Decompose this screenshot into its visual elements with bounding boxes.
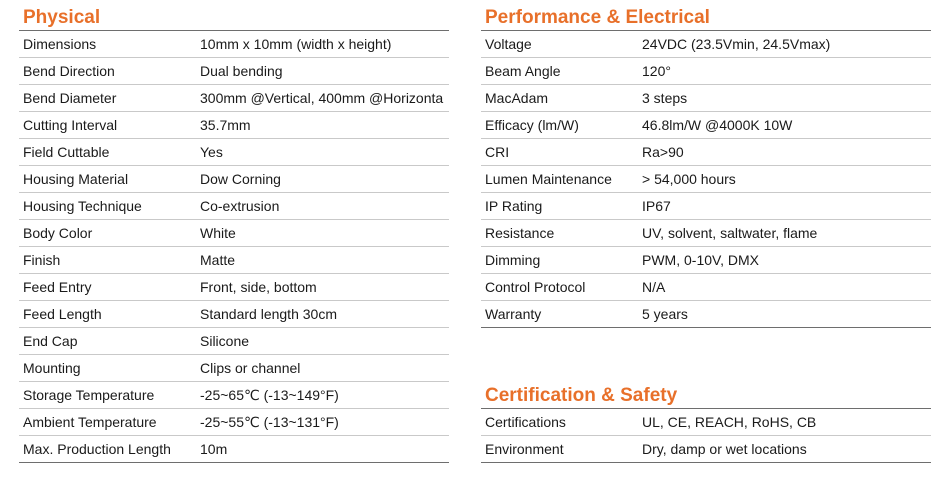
- spec-label: Storage Temperature: [23, 387, 155, 403]
- spec-row: [481, 247, 931, 274]
- spec-row: [19, 436, 449, 463]
- spec-row: [481, 31, 931, 58]
- spec-value: Front, side, bottom: [200, 279, 317, 295]
- spec-row: [19, 31, 449, 58]
- spec-label: IP Rating: [485, 198, 543, 214]
- spec-label: Mounting: [23, 360, 81, 376]
- spec-row: [481, 112, 931, 139]
- performance-section: [481, 6, 931, 328]
- spec-label: CRI: [485, 144, 510, 160]
- spec-value: Standard length 30cm: [200, 306, 337, 322]
- spec-row: [19, 193, 449, 220]
- spec-value: 10m: [200, 441, 228, 457]
- spec-row: [19, 58, 449, 85]
- certification-table: [481, 409, 931, 463]
- spec-value: White: [200, 225, 236, 241]
- spec-label: Finish: [23, 252, 61, 268]
- spec-row: [19, 85, 449, 112]
- spec-row: [481, 301, 931, 328]
- spec-row: [481, 220, 931, 247]
- section-title-performance: Performance & Electrical: [485, 7, 710, 28]
- spec-value: Ra>90: [642, 144, 684, 160]
- spec-label: Efficacy (lm/W): [485, 117, 579, 133]
- spec-value: N/A: [642, 279, 666, 295]
- spec-value: -25~55℃ (-13~131°F): [200, 414, 339, 430]
- spec-value: 35.7mm: [200, 117, 251, 133]
- spec-row: [19, 139, 449, 166]
- spec-row: [481, 193, 931, 220]
- spec-value: Clips or channel: [200, 360, 301, 376]
- section-title-physical: Physical: [23, 7, 101, 28]
- spec-value: Silicone: [200, 333, 250, 349]
- spec-label: Beam Angle: [485, 63, 561, 79]
- spec-label: Dimensions: [23, 36, 97, 52]
- spec-label: Housing Material: [23, 171, 129, 187]
- spec-value: Yes: [200, 144, 223, 160]
- spec-row: [19, 112, 449, 139]
- spec-row: [481, 85, 931, 112]
- spec-value: Dow Corning: [200, 171, 281, 187]
- spec-value: 10mm x 10mm (width x height): [200, 36, 392, 52]
- spec-label: Control Protocol: [485, 279, 586, 295]
- spec-value: UV, solvent, saltwater, flame: [642, 225, 818, 241]
- spec-value: PWM, 0-10V, DMX: [642, 252, 759, 268]
- spec-label: Certifications: [485, 414, 566, 430]
- spec-row: [19, 328, 449, 355]
- spec-label: Field Cuttable: [23, 144, 110, 160]
- spec-row: [481, 166, 931, 193]
- spec-label: Bend Diameter: [23, 90, 117, 106]
- section-title-certification: Certification & Safety: [485, 385, 678, 406]
- spec-label: Lumen Maintenance: [485, 171, 612, 187]
- spec-row: [19, 247, 449, 274]
- spec-label: Dimming: [485, 252, 541, 268]
- certification-section: [481, 384, 931, 463]
- spec-value: Matte: [200, 252, 236, 268]
- spec-label: MacAdam: [485, 90, 549, 106]
- spec-label: Feed Length: [23, 306, 102, 322]
- spec-row: [481, 139, 931, 166]
- spec-value: 3 steps: [642, 90, 688, 106]
- spec-row: [19, 301, 449, 328]
- spec-value: -25~65℃ (-13~149°F): [200, 387, 339, 403]
- spec-value: Co-extrusion: [200, 198, 280, 214]
- spec-value: Dry, damp or wet locations: [642, 441, 807, 457]
- spec-row: [481, 409, 931, 436]
- spec-value: > 54,000 hours: [642, 171, 736, 187]
- physical-section: [19, 6, 449, 463]
- spec-label: Warranty: [485, 306, 542, 322]
- performance-table: [481, 31, 931, 328]
- spec-label: Bend Direction: [23, 63, 115, 79]
- spec-value: 300mm @Vertical, 400mm @Horizonta: [200, 90, 444, 106]
- spec-label: End Cap: [23, 333, 78, 349]
- spec-row: [19, 382, 449, 409]
- physical-table: [19, 31, 449, 463]
- spec-value: UL, CE, REACH, RoHS, CB: [642, 414, 817, 430]
- spec-label: Environment: [485, 441, 564, 457]
- spec-row: [19, 274, 449, 301]
- spec-value: 120°: [642, 63, 671, 79]
- spec-label: Ambient Temperature: [23, 414, 157, 430]
- spec-row: [19, 220, 449, 247]
- spec-value: IP67: [642, 198, 671, 214]
- spec-value: 5 years: [642, 306, 688, 322]
- spec-label: Voltage: [485, 36, 532, 52]
- spec-label: Housing Technique: [23, 198, 142, 214]
- spec-label: Resistance: [485, 225, 555, 241]
- spec-label: Max. Production Length: [23, 441, 171, 457]
- spec-row: [19, 355, 449, 382]
- spec-label: Feed Entry: [23, 279, 92, 295]
- spec-value: 24VDC (23.5Vmin, 24.5Vmax): [642, 36, 831, 52]
- spec-row: [481, 58, 931, 85]
- spec-row: [19, 166, 449, 193]
- spec-label: Body Color: [23, 225, 93, 241]
- spec-label: Cutting Interval: [23, 117, 118, 133]
- spec-row: [481, 274, 931, 301]
- spec-row: [19, 409, 449, 436]
- spec-value: Dual bending: [200, 63, 283, 79]
- spec-value: 46.8lm/W @4000K 10W: [642, 117, 793, 133]
- spec-row: [481, 436, 931, 463]
